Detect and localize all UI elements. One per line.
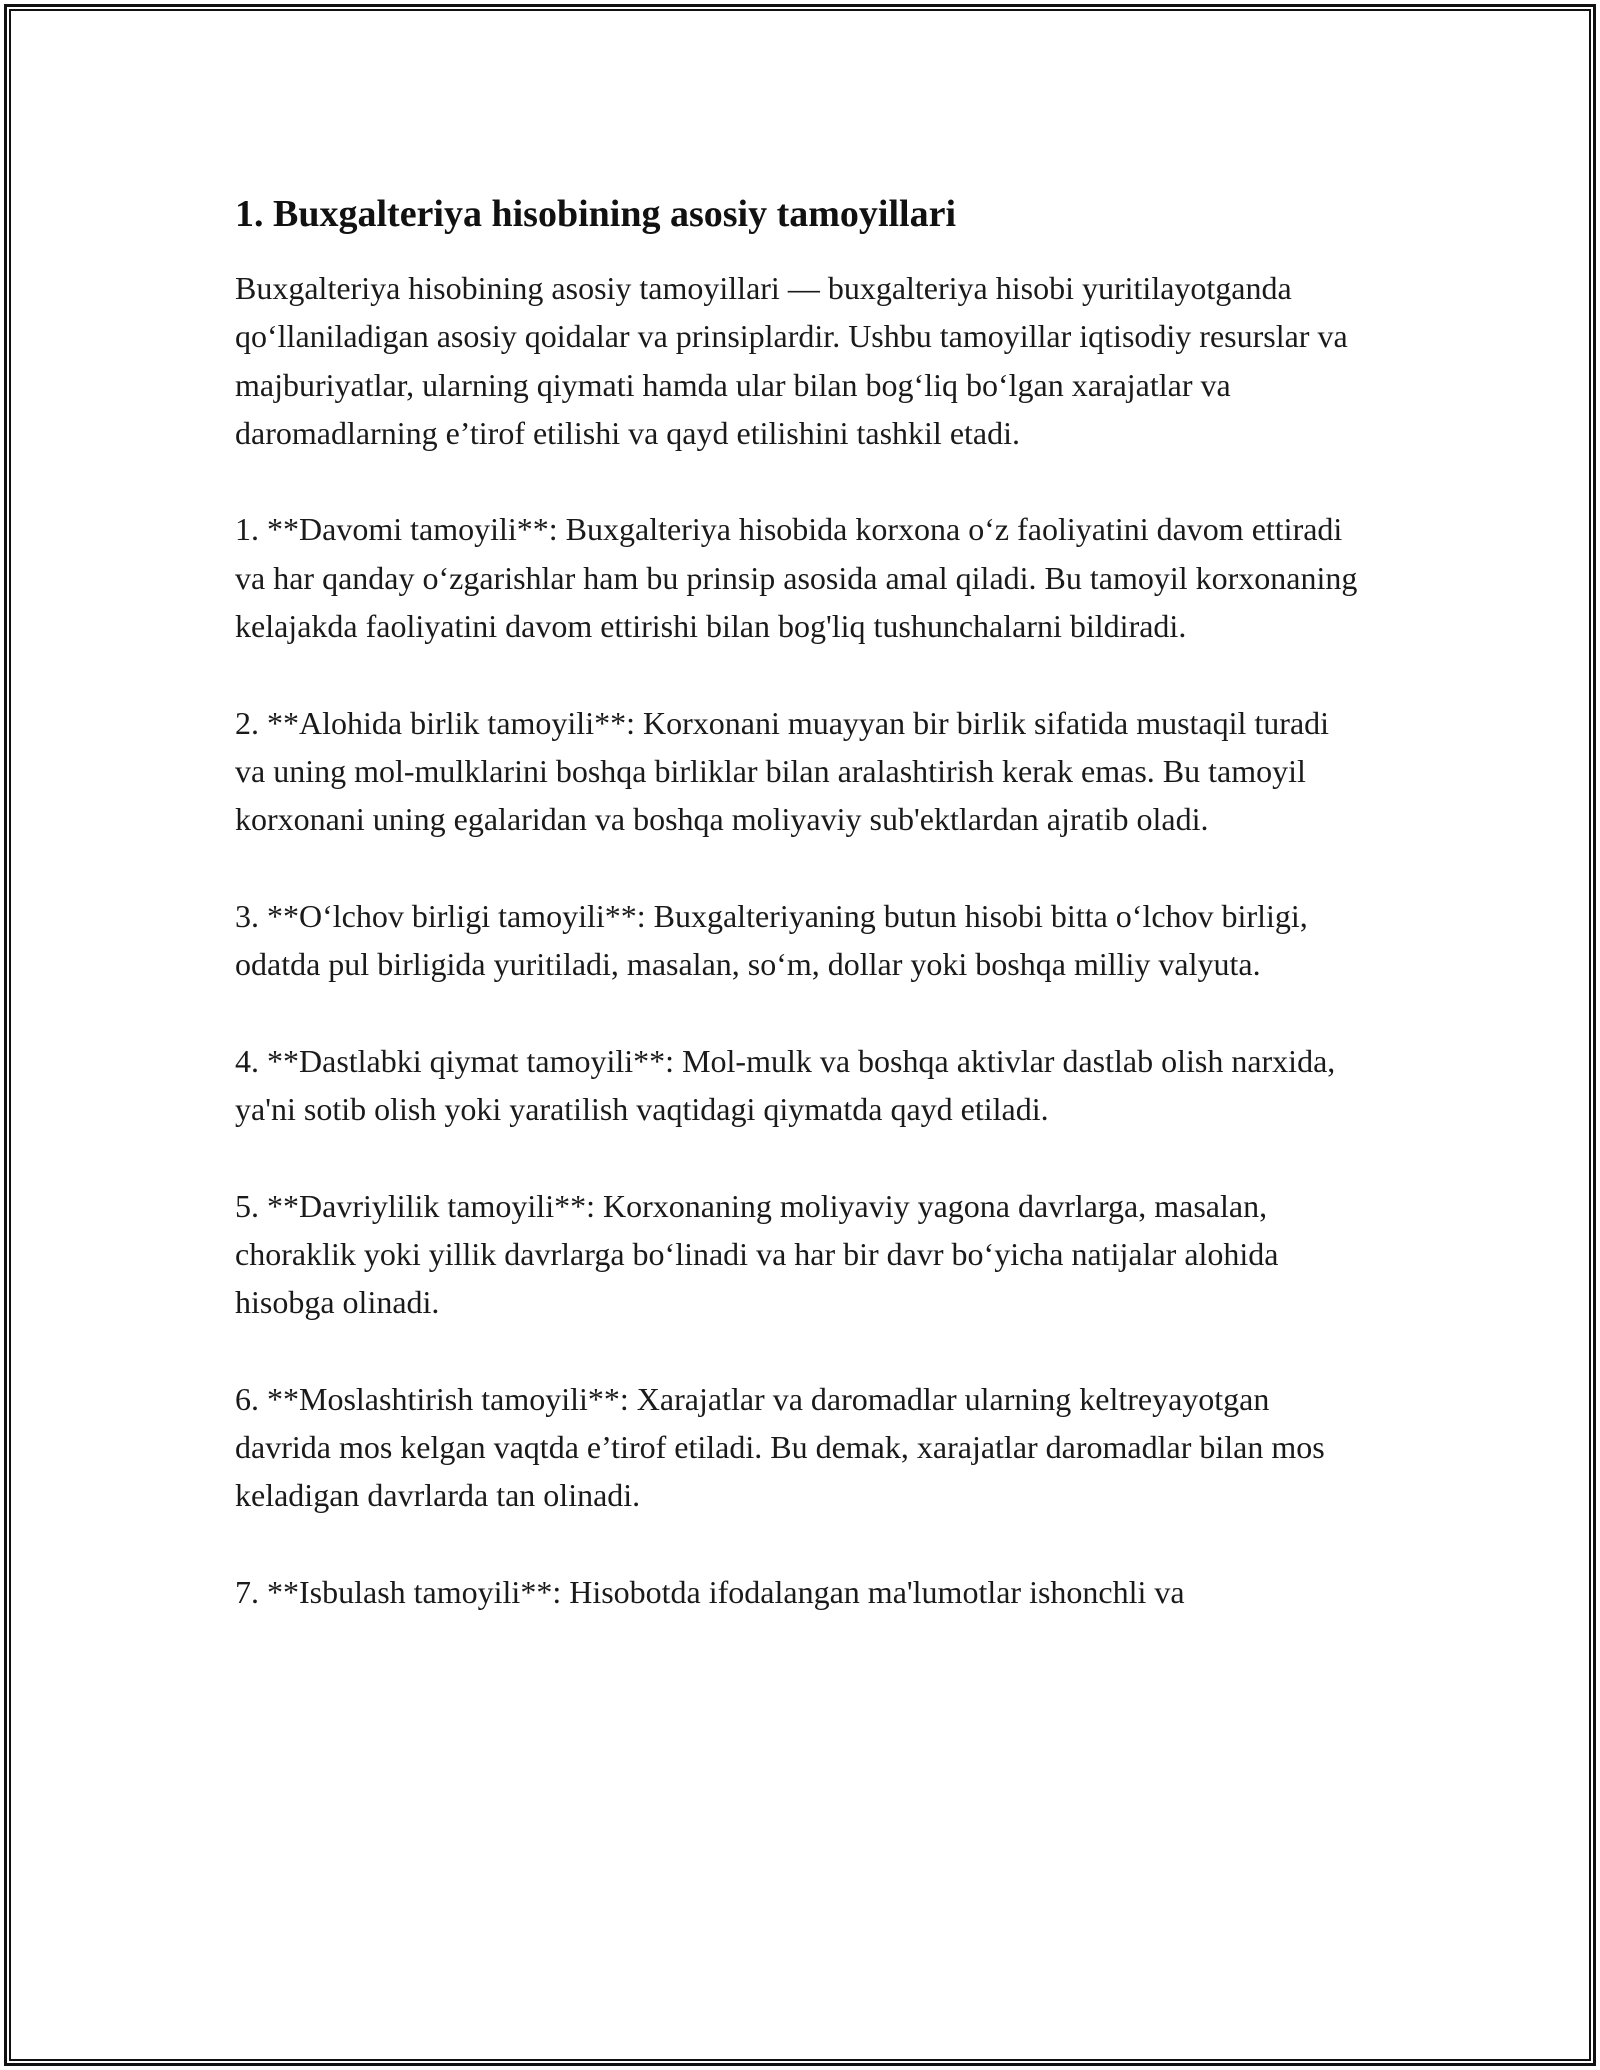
document-body xyxy=(235,190,1365,1616)
intro-paragraph: Buxgalteriya hisobining asosiy tamoyillari — buxgalteriya hisobi yuritilayotganda qoʻllaniladigan asosiy qoidalar va prinsiplardir. Ushbu tamoyillar iqtisodiy resurslar va majburiyatlar, ularning qiymati hamda ular bilan bogʻliq boʻlgan xarajatlar va daromadlarning e’tirof etilishi va qayd etilishini tashkil etadi. xyxy=(235,270,1348,451)
principle-separate-entity: 2. **Alohida birlik tamoyili**: Korxonani muayyan bir birlik sifatida mustaqil turadi va uning mol-mulklarini boshqa birliklar bilan aralashtirish kerak emas. Bu tamoyil korxonani uning egalaridan va boshqa moliyaviy sub'ektlardan ajratib oladi. xyxy=(235,704,1330,838)
principle-matching: 6. **Moslashtirish tamoyili**: Xarajatlar va daromadlar ularning keltreyayotgan davrida mos kelgan vaqtda e’tirof etiladi. Bu demak, xarajatlar daromadlar bilan mos keladigan davrlarda tan olinadi. xyxy=(235,1380,1325,1514)
principle-continuity: 1. **Davomi tamoyili**: Buxgalteriya hisobida korxona oʻz faoliyatini davom ettiradi va har qanday oʻzgarishlar ham bu prinsip asosida amal qiladi. Bu tamoyil korxonaning kelajakda faoliyatini davom ettirishi bilan bog'liq tushunchalarni bildiradi. xyxy=(235,511,1358,645)
principle-historical-cost: 4. **Dastlabki qiymat tamoyili**: Mol-mulk va boshqa aktivlar dastlab olish narxida, ya'ni sotib olish yoki yaratilish vaqtidagi qiymatda qayd etiladi. xyxy=(235,1042,1336,1128)
principle-reliability: 7. **Isbulash tamoyili**: Hisobotda ifodalangan ma'lumotlar ishonchli va xyxy=(235,1574,1185,1611)
principle-periodicity: 5. **Davriylilik tamoyili**: Korxonaning moliyaviy yagona davrlarga, masalan, choraklik yoki yillik davrlarga boʻlinadi va har bir davr boʻyicha natijalar alohida hisobga olinadi. xyxy=(235,1187,1279,1321)
document-title: 1. Buxgalteriya hisobining asosiy tamoyillari xyxy=(235,193,957,235)
principle-unit-of-measure: 3. **Oʻlchov birligi tamoyili**: Buxgalteriyaning butun hisobi bitta oʻlchov birligi, odatda pul birligida yuritiladi, masalan, soʻm, dollar yoki boshqa milliy valyuta. xyxy=(235,897,1308,983)
